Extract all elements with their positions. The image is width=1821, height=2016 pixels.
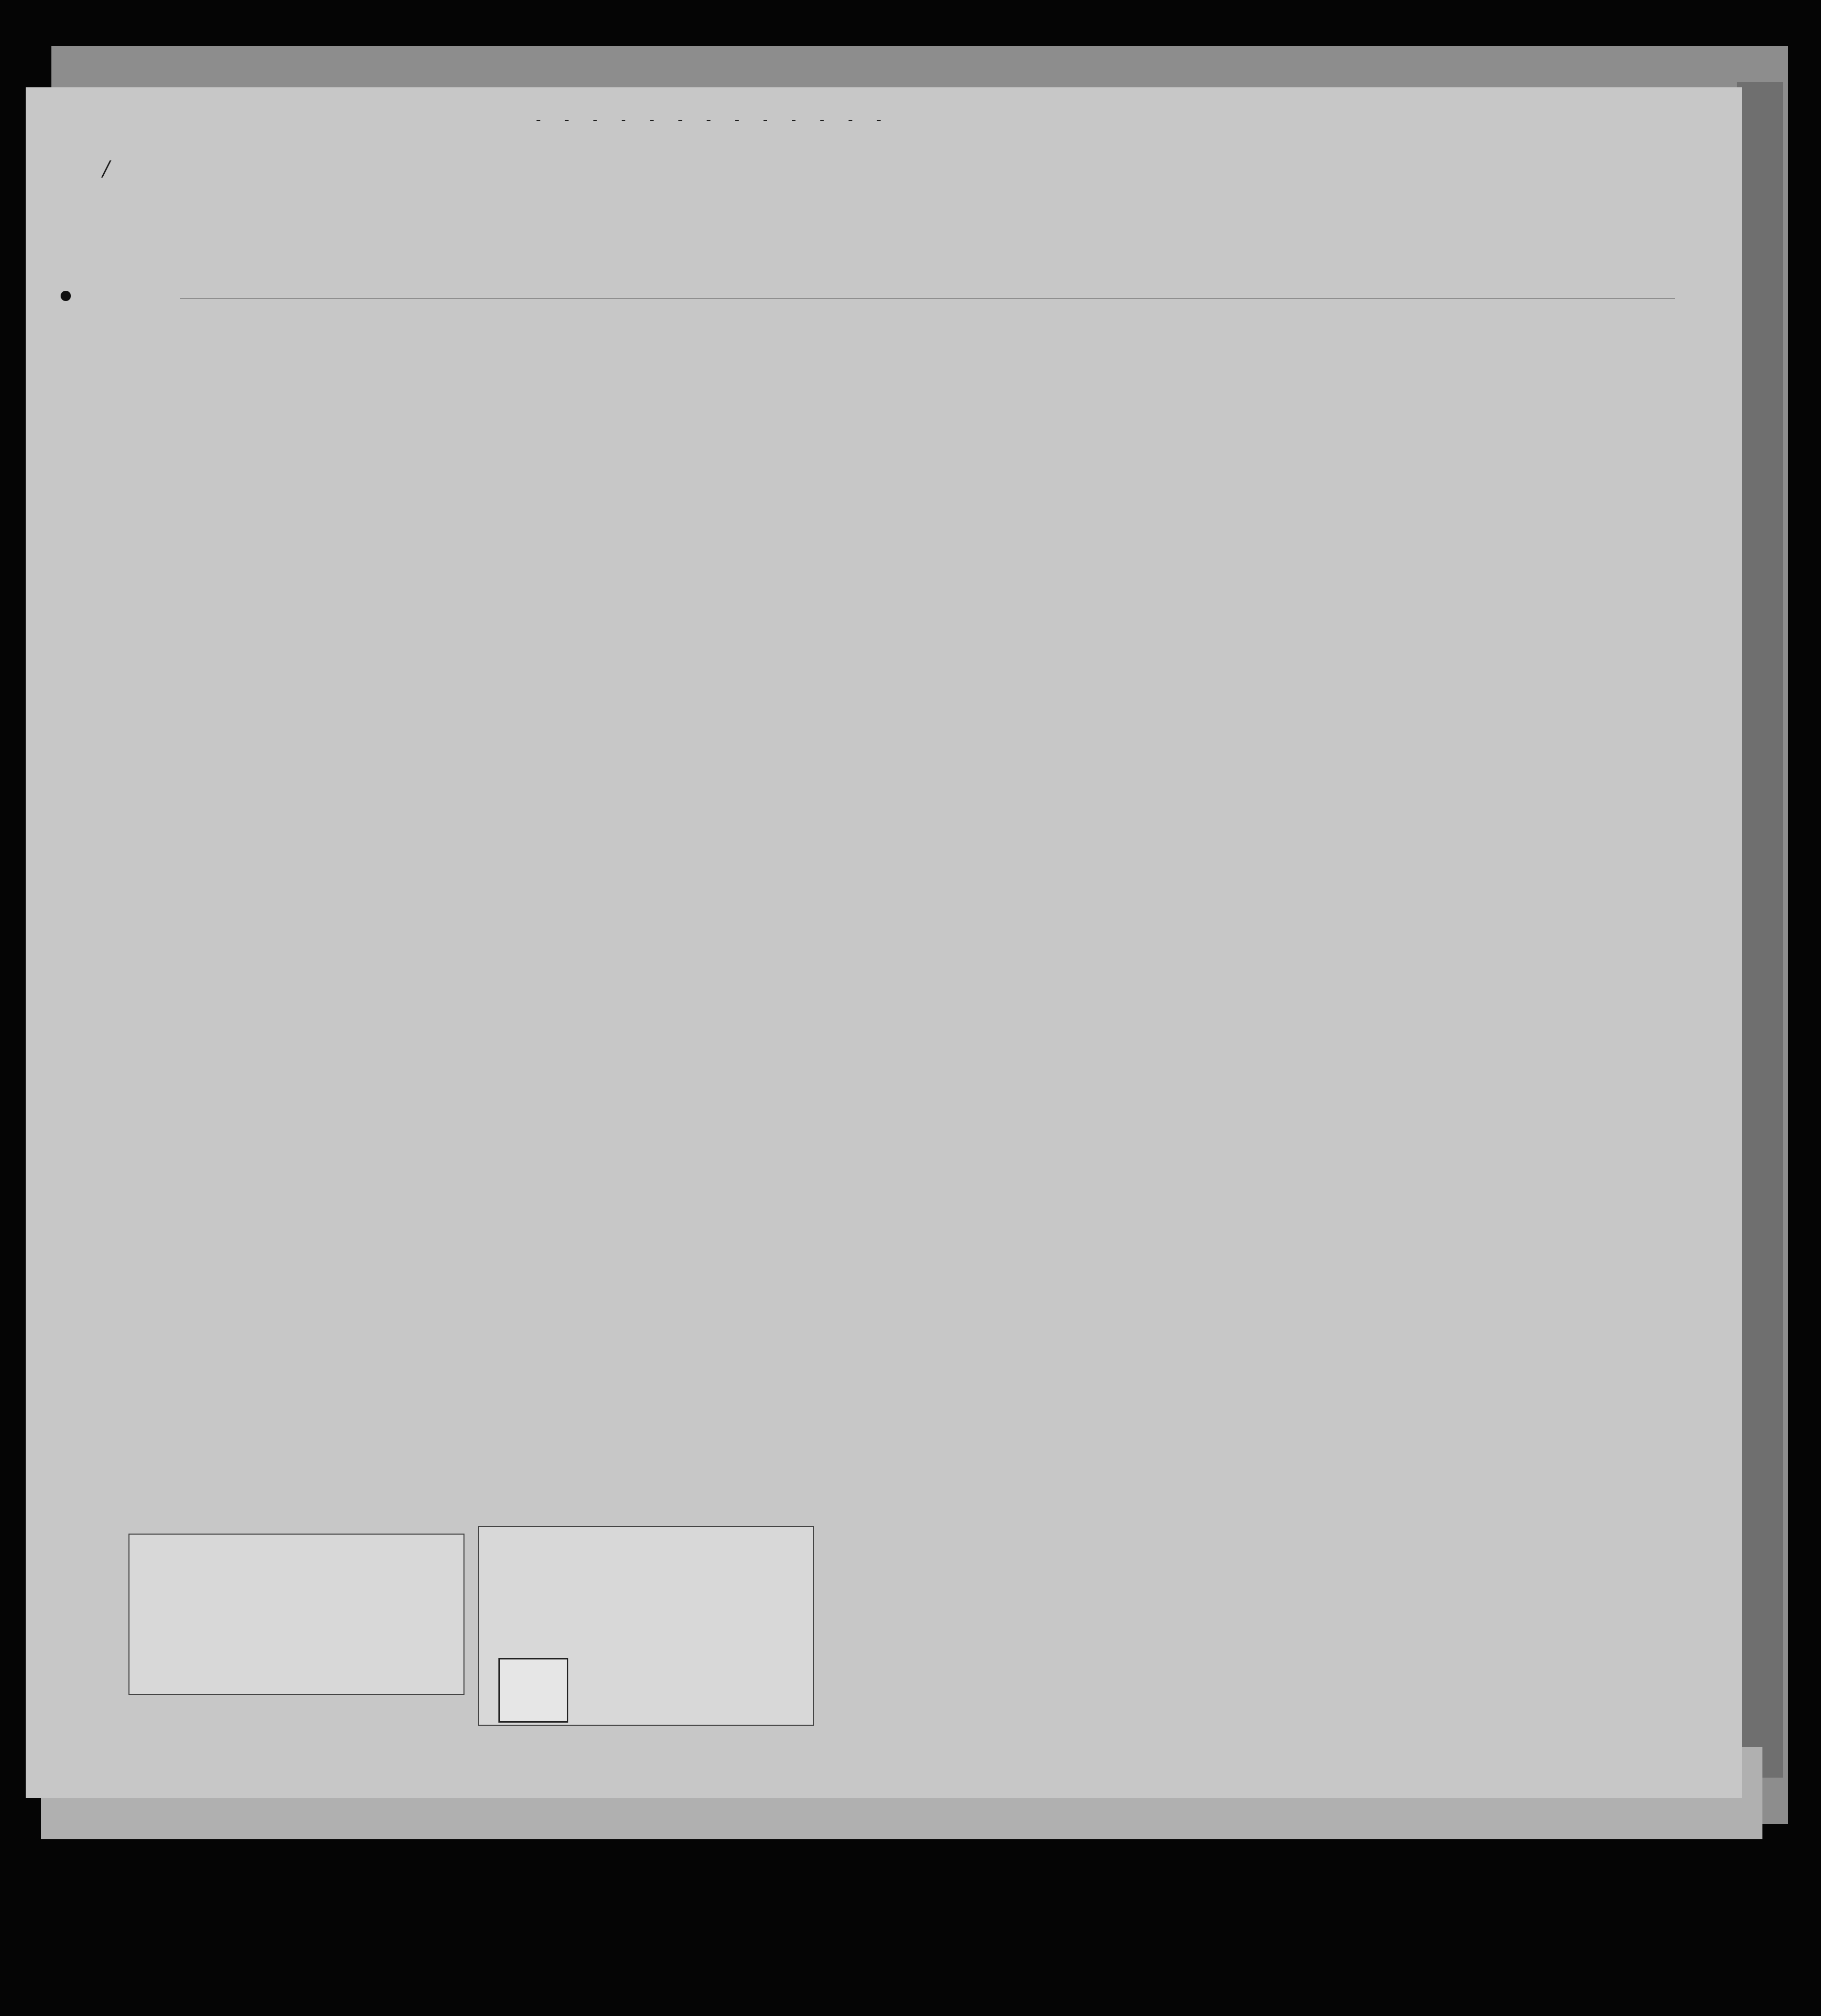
fee-stamp [498,1658,568,1723]
consulate-certificate-left [128,1534,464,1695]
consulate-visa-stamp [478,1526,814,1726]
margin-pen-mark: / [103,157,110,181]
manifest-sheet [26,87,1742,1798]
underlying-page-edge [1737,82,1783,1778]
punch-dot [61,291,71,301]
department-label: - - - - - - - - - - - - - [534,113,889,128]
